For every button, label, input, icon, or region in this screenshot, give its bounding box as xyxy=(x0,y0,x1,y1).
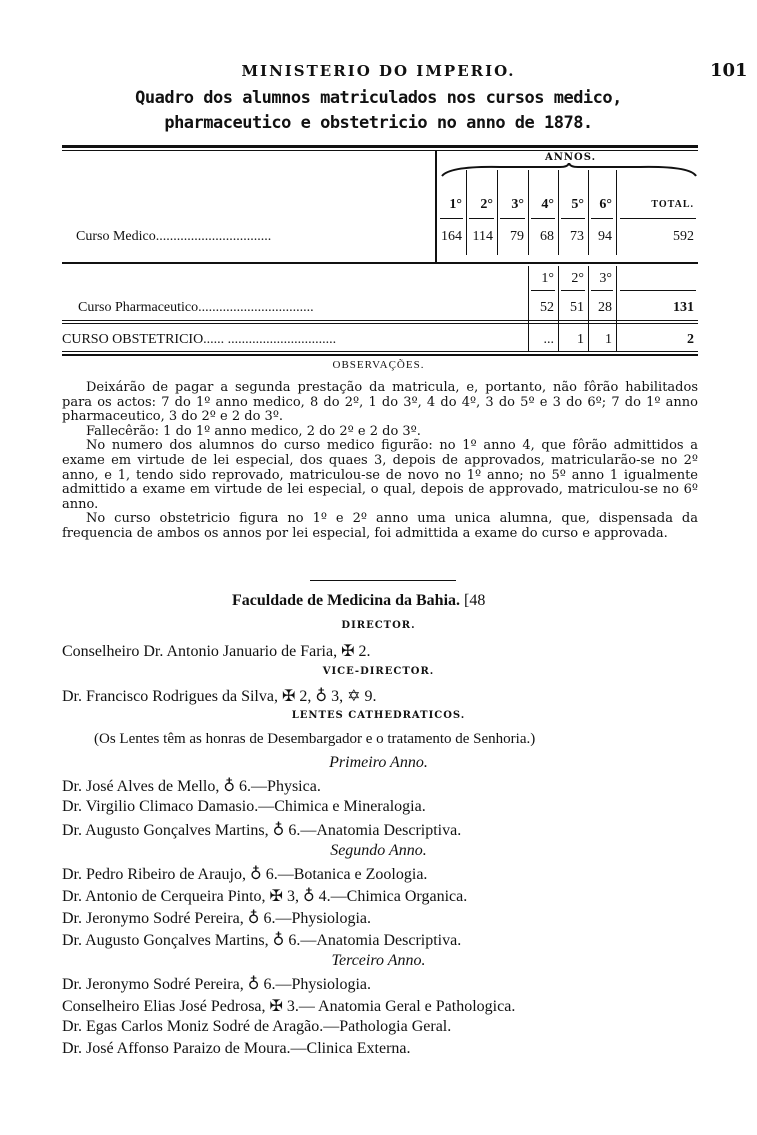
column-header-year: 6° xyxy=(599,197,612,212)
lentes-note: (Os Lentes têm as honras de Desembargador e o tratamento de Senhoria.) xyxy=(94,731,536,747)
running-title: MINISTERIO DO IMPERIO. xyxy=(241,62,516,80)
curso-medico-label: Curso Medico................................. xyxy=(76,229,272,244)
observacoes-heading: OBSERVAÇÕES. xyxy=(332,359,425,371)
column-rule xyxy=(531,290,555,291)
cell-value: 68 xyxy=(540,229,554,244)
column-line xyxy=(588,266,589,351)
cell-value: 51 xyxy=(570,300,584,315)
year-heading: Terceiro Anno. xyxy=(331,952,426,969)
obs-paragraph: No curso obstetricio figura no 1º e 2º anno uma unica alumna, que, dispensada da frequencia de ambos os annos por lei especial, foi admittida a exame do curso e approvada. xyxy=(62,511,698,541)
director-entry: Conselheiro Dr. Antonio Januario de Faria, ✠ 2. xyxy=(62,643,371,660)
column-rule xyxy=(561,290,585,291)
column-rule xyxy=(531,218,555,219)
column-header-year: 1° xyxy=(449,197,462,212)
cell-value: 114 xyxy=(472,229,493,244)
column-rule xyxy=(500,218,525,219)
cell-value: 94 xyxy=(598,229,612,244)
column-line xyxy=(497,170,498,255)
annos-header: ANNOS. xyxy=(545,152,597,163)
curso-obstetricio-label: CURSO OBSTETRICIO...... ............................... xyxy=(62,332,337,347)
cell-value: 164 xyxy=(441,229,462,244)
lente-entry: Dr. Virgilio Climaco Damasio.—Chimica e Mineralogia. xyxy=(62,798,426,815)
page-number: 101 xyxy=(710,60,748,81)
column-rule xyxy=(620,218,696,219)
vice-director-heading: VICE-DIRECTOR. xyxy=(322,666,435,677)
section-divider xyxy=(310,580,456,581)
column-line xyxy=(528,170,529,255)
curso-pharmaceutico-label: Curso Pharmaceutico................................. xyxy=(78,300,314,315)
brace-icon xyxy=(440,163,698,177)
lente-entry: Dr. Augusto Gonçalves Martins, ♁ 6.—Anatomia Descriptiva. xyxy=(62,822,462,839)
cell-value: 28 xyxy=(598,300,612,315)
cell-value: 73 xyxy=(570,229,584,244)
column-header-year: 4° xyxy=(541,197,554,212)
lente-entry: Dr. Egas Carlos Moniz Sodré de Aragão.—Pathologia Geral. xyxy=(62,1018,452,1035)
total-value: 592 xyxy=(673,229,694,244)
lente-entry: Conselheiro Elias José Pedrosa, ✠ 3.— Anatomia Geral e Pathologica. xyxy=(62,998,516,1015)
column-line xyxy=(466,170,467,255)
obs-paragraph: No numero dos alumnos do curso medico figurão: no 1º anno 4, que fôrão admittidos a exame em virtude de lei especial, dos quaes 3, depois de approvados, matricularão-se no 2º anno, e 1, tendo sido reprovado, matriculou-se de novo no 1º anno; no 5º anno 1 igualmente admittido a exame em virtude de lei especial, o qual, depois de approvado, matriculou-se no 6º anno. xyxy=(62,438,698,512)
column-rule xyxy=(561,218,585,219)
year-heading: Primeiro Anno. xyxy=(329,754,428,771)
cell-value: 79 xyxy=(510,229,524,244)
obs-paragraph: Fallecêrão: 1 do 1º anno medico, 2 do 2º e 2 do 3º. xyxy=(86,423,421,439)
column-line xyxy=(558,266,559,351)
bottom-rule-b xyxy=(62,354,698,356)
double-rule-b xyxy=(62,323,698,324)
table-top-rule xyxy=(62,145,698,148)
cell-value: ... xyxy=(543,332,554,347)
double-rule-a xyxy=(62,320,698,321)
faculdade-title xyxy=(232,592,485,610)
lente-entry: Dr. José Alves de Mello, ♁ 6.—Physica. xyxy=(62,778,321,795)
column-header-year: 3° xyxy=(599,271,612,286)
table-top-rule-thin xyxy=(62,150,698,151)
table-title-line2: pharmaceutico e obstetricio no anno de 1878. xyxy=(164,113,593,133)
column-rule xyxy=(440,218,463,219)
cell-value: 52 xyxy=(540,300,554,315)
column-rule xyxy=(591,218,613,219)
lente-entry: Dr. Antonio de Cerqueira Pinto, ✠ 3, ♁ 4.—Chimica Organica. xyxy=(62,888,468,905)
column-header-year: 5° xyxy=(571,197,584,212)
lentes-heading: LENTES CATHEDRATICOS. xyxy=(291,710,466,721)
bottom-rule-a xyxy=(62,351,698,352)
total-value: 131 xyxy=(673,300,694,315)
column-rule xyxy=(591,290,613,291)
column-header-year: 1° xyxy=(541,271,554,286)
cell-value: 1 xyxy=(605,332,612,347)
year-heading: Segundo Anno. xyxy=(330,842,427,859)
column-header-year: 2° xyxy=(480,197,493,212)
total-value: 2 xyxy=(687,332,694,347)
cell-value: 1 xyxy=(577,332,584,347)
column-rule xyxy=(620,290,696,291)
column-header-year: 3° xyxy=(511,197,524,212)
total-header: TOTAL. xyxy=(651,199,694,210)
faculdade-ref: [48 xyxy=(464,592,486,609)
observacoes-text xyxy=(62,381,698,542)
column-rule xyxy=(469,218,494,219)
table-title-line1: Quadro dos alumnos matriculados nos cursos medico, xyxy=(135,88,622,108)
lente-entry: Dr. Jeronymo Sodré Pereira, ♁ 6.—Physiologia. xyxy=(62,976,372,993)
director-heading: DIRECTOR. xyxy=(341,620,416,631)
column-line xyxy=(588,170,589,255)
obs-paragraph: Deixárão de pagar a segunda prestação da matricula, e, portanto, não fôrão habilitados para os actos: 7 do 1º anno medico, 8 do 2º, 1 do 3º, 4 do 4º, 3 do 5º e 3 do 6º; 7 do 1º anno pharmaceutico, 3 do 2º e 2 do 3º. xyxy=(62,380,698,425)
row-rule xyxy=(62,262,698,264)
vice-director-entry: Dr. Francisco Rodrigues da Silva, ✠ 2, ♁ 3, ✡ 9. xyxy=(62,688,377,705)
lente-entry: Dr. Jeronymo Sodré Pereira, ♁ 6.—Physiologia. xyxy=(62,910,372,927)
column-line xyxy=(528,266,529,351)
column-header-year: 2° xyxy=(571,271,584,286)
lente-entry: Dr. Pedro Ribeiro de Araujo, ♁ 6.—Botanica e Zoologia. xyxy=(62,866,428,883)
lente-entry: Dr. José Affonso Paraizo de Moura.—Clinica Externa. xyxy=(62,1040,411,1057)
lente-entry: Dr. Augusto Gonçalves Martins, ♁ 6.—Anatomia Descriptiva. xyxy=(62,932,462,949)
column-line xyxy=(558,170,559,255)
faculdade-title-text: Faculdade de Medicina da Bahia. xyxy=(232,592,461,609)
